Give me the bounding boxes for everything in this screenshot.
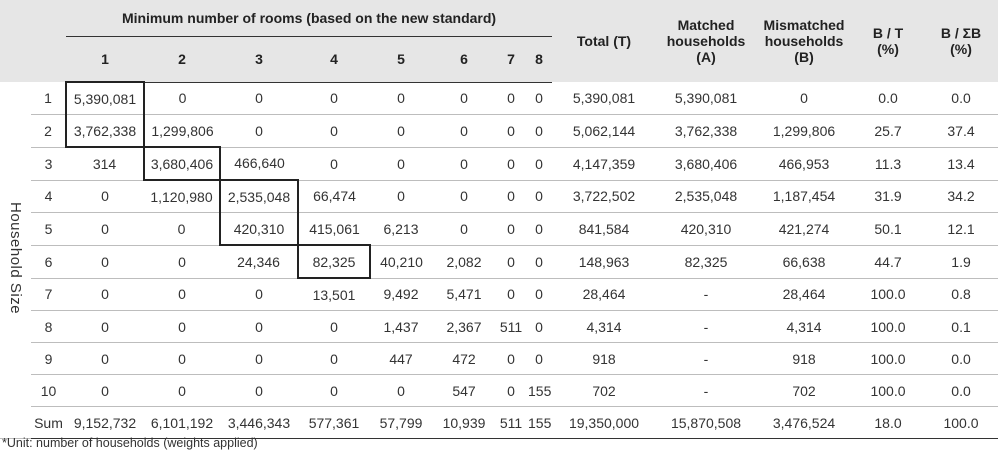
- cell-rooms-6: 2,367: [432, 311, 496, 343]
- table-row: [0, 343, 998, 375]
- cell-mismatched: 4,314: [756, 311, 852, 343]
- household-size-cell: 5: [31, 213, 66, 246]
- cell-total: 5,062,144: [552, 115, 656, 148]
- cell-b-over-sum-b: 0.8: [924, 278, 998, 311]
- header-b-over-t-line1: B / T: [872, 25, 904, 41]
- household-size-cell: 7: [31, 278, 66, 311]
- cell-mismatched: 702: [756, 375, 852, 407]
- cell-rooms-4: 0: [298, 147, 370, 180]
- cell-rooms-1: 0: [66, 343, 144, 375]
- cell-rooms-8: 0: [526, 213, 552, 246]
- cell-rooms-5: 6,213: [370, 213, 432, 246]
- cell-b-over-sum-b: 0.0: [924, 82, 998, 115]
- cell-rooms-3: 3,446,343: [220, 407, 298, 439]
- cell-rooms-6: 2,082: [432, 245, 496, 278]
- header-corner-cell: [0, 0, 31, 82]
- cell-b-over-t: 100.0: [852, 311, 924, 343]
- cell-rooms-8: 0: [526, 245, 552, 278]
- cell-rooms-5: 0: [370, 375, 432, 407]
- header-matched-line2: households: [666, 33, 746, 49]
- household-size-label: Household Size: [7, 202, 24, 315]
- cell-b-over-sum-b: 34.2: [924, 180, 998, 213]
- cell-b-over-t: 11.3: [852, 147, 924, 180]
- cell-rooms-7: 0: [496, 375, 526, 407]
- cell-b-over-sum-b: 0.0: [924, 375, 998, 407]
- cell-rooms-2: 1,120,980: [144, 180, 220, 213]
- household-size-cell: Sum: [31, 407, 66, 439]
- cell-b-over-t: 50.1: [852, 213, 924, 246]
- cell-rooms-4: 577,361: [298, 407, 370, 439]
- cell-rooms-4: 0: [298, 343, 370, 375]
- household-size-cell: 6: [31, 245, 66, 278]
- cell-mismatched: 1,187,454: [756, 180, 852, 213]
- cell-matched: 3,680,406: [656, 147, 756, 180]
- cell-b-over-t: 100.0: [852, 278, 924, 311]
- cell-rooms-1: 3,762,338: [66, 115, 144, 148]
- cell-rooms-5: 0: [370, 82, 432, 115]
- cell-rooms-6: 0: [432, 147, 496, 180]
- cell-total: 5,390,081: [552, 82, 656, 115]
- cell-rooms-3: 0: [220, 115, 298, 148]
- cell-rooms-3: 0: [220, 375, 298, 407]
- cell-rooms-1: 0: [66, 375, 144, 407]
- household-size-cell: 4: [31, 180, 66, 213]
- cell-b-over-sum-b: 0.1: [924, 311, 998, 343]
- cell-rooms-4: 415,061: [298, 213, 370, 246]
- cell-b-over-sum-b: 12.1: [924, 213, 998, 246]
- cell-total: 19,350,000: [552, 407, 656, 439]
- cell-rooms-3: 2,535,048: [220, 180, 298, 213]
- cell-rooms-3: 0: [220, 343, 298, 375]
- cell-rooms-4: 13,501: [298, 278, 370, 311]
- cell-rooms-2: 0: [144, 82, 220, 115]
- cell-rooms-7: 511: [496, 311, 526, 343]
- cell-matched: 15,870,508: [656, 407, 756, 439]
- header-rooms-6: 6: [432, 37, 496, 83]
- cell-rooms-2: 0: [144, 343, 220, 375]
- header-mismatched-line2: households: [764, 33, 844, 49]
- header-b-over-t-line2: (%): [877, 41, 899, 57]
- header-matched-line1: Matched: [677, 17, 735, 33]
- cell-rooms-8: 155: [526, 375, 552, 407]
- cell-total: 841,584: [552, 213, 656, 246]
- header-rooms-5: 5: [370, 37, 432, 83]
- cell-rooms-2: 0: [144, 213, 220, 246]
- cell-rooms-2: 6,101,192: [144, 407, 220, 439]
- header-rooms-3: 3: [220, 37, 298, 83]
- header-corner-cell: [31, 0, 66, 82]
- cell-rooms-7: 0: [496, 82, 526, 115]
- cell-rooms-4: 0: [298, 82, 370, 115]
- cell-rooms-6: 0: [432, 115, 496, 148]
- cell-total: 4,314: [552, 311, 656, 343]
- cell-mismatched: 3,476,524: [756, 407, 852, 439]
- cell-rooms-1: 0: [66, 213, 144, 246]
- cell-total: 148,963: [552, 245, 656, 278]
- cell-rooms-1: 9,152,732: [66, 407, 144, 439]
- cell-rooms-7: 0: [496, 180, 526, 213]
- header-b-over-sum-b: [924, 0, 998, 82]
- cell-b-over-t: 100.0: [852, 343, 924, 375]
- cell-b-over-t: 100.0: [852, 375, 924, 407]
- unit-footnote: *Unit: number of households (weights applied): [2, 436, 258, 450]
- table-row: [0, 213, 998, 246]
- household-size-cell: 1: [31, 82, 66, 115]
- cell-b-over-t: 18.0: [852, 407, 924, 439]
- table-row: [0, 82, 998, 115]
- cell-rooms-3: 24,346: [220, 245, 298, 278]
- cell-rooms-2: 3,680,406: [144, 147, 220, 180]
- cell-rooms-5: 0: [370, 147, 432, 180]
- cell-rooms-8: 0: [526, 278, 552, 311]
- cell-total: 3,722,502: [552, 180, 656, 213]
- header-matched-line3: (A): [696, 49, 716, 65]
- cell-b-over-t: 44.7: [852, 245, 924, 278]
- cell-matched: -: [656, 375, 756, 407]
- cell-rooms-2: 0: [144, 278, 220, 311]
- header-mismatched-line1: Mismatched: [763, 17, 845, 33]
- cell-mismatched: 466,953: [756, 147, 852, 180]
- cell-rooms-1: 0: [66, 278, 144, 311]
- cell-mismatched: 421,274: [756, 213, 852, 246]
- cell-rooms-7: 0: [496, 343, 526, 375]
- cell-total: 4,147,359: [552, 147, 656, 180]
- cell-b-over-sum-b: 37.4: [924, 115, 998, 148]
- cell-rooms-7: 0: [496, 115, 526, 148]
- table-body: [0, 82, 998, 439]
- cell-rooms-8: 0: [526, 115, 552, 148]
- cell-mismatched: 0: [756, 82, 852, 115]
- cell-mismatched: 918: [756, 343, 852, 375]
- cell-rooms-4: 82,325: [298, 245, 370, 278]
- header-total: Total (T): [552, 0, 656, 82]
- cell-rooms-7: 511: [496, 407, 526, 439]
- cell-rooms-8: 0: [526, 311, 552, 343]
- header-rooms-4: 4: [298, 37, 370, 83]
- table-row: [0, 147, 998, 180]
- cell-rooms-2: 1,299,806: [144, 115, 220, 148]
- cell-rooms-6: 0: [432, 180, 496, 213]
- cell-rooms-7: 0: [496, 147, 526, 180]
- cell-total: 28,464: [552, 278, 656, 311]
- household-size-cell: 9: [31, 343, 66, 375]
- cell-mismatched: 1,299,806: [756, 115, 852, 148]
- cell-matched: 420,310: [656, 213, 756, 246]
- table-row: [0, 180, 998, 213]
- header-rooms-1: 1: [66, 37, 144, 83]
- cell-rooms-5: 40,210: [370, 245, 432, 278]
- cell-rooms-1: 0: [66, 180, 144, 213]
- header-group-rooms: Minimum number of rooms (based on the new standard): [66, 0, 552, 37]
- cell-rooms-5: 57,799: [370, 407, 432, 439]
- cell-rooms-4: 66,474: [298, 180, 370, 213]
- household-size-cell: 2: [31, 115, 66, 148]
- cell-rooms-2: 0: [144, 311, 220, 343]
- household-size-axis-label: [0, 82, 31, 439]
- cell-rooms-6: 0: [432, 213, 496, 246]
- header-b-over-sum-b-line1: B / ΣB: [940, 25, 982, 41]
- cell-matched: 5,390,081: [656, 82, 756, 115]
- household-size-cell: 3: [31, 147, 66, 180]
- cell-b-over-t: 0.0: [852, 82, 924, 115]
- cell-rooms-3: 0: [220, 311, 298, 343]
- cell-mismatched: 28,464: [756, 278, 852, 311]
- cell-rooms-5: 0: [370, 180, 432, 213]
- cell-rooms-3: 420,310: [220, 213, 298, 246]
- header-mismatched-line3: (B): [794, 49, 814, 65]
- table-row: [0, 115, 998, 148]
- cell-rooms-2: 0: [144, 375, 220, 407]
- cell-rooms-1: 0: [66, 311, 144, 343]
- cell-matched: 2,535,048: [656, 180, 756, 213]
- cell-rooms-1: 5,390,081: [66, 82, 144, 115]
- cell-rooms-7: 0: [496, 278, 526, 311]
- cell-rooms-7: 0: [496, 213, 526, 246]
- header-matched: [656, 0, 756, 82]
- cell-rooms-5: 9,492: [370, 278, 432, 311]
- cell-b-over-t: 25.7: [852, 115, 924, 148]
- cell-matched: -: [656, 343, 756, 375]
- table-row: [0, 375, 998, 407]
- cell-matched: 82,325: [656, 245, 756, 278]
- cell-rooms-5: 0: [370, 115, 432, 148]
- cell-rooms-6: 10,939: [432, 407, 496, 439]
- cell-b-over-sum-b: 13.4: [924, 147, 998, 180]
- cell-total: 702: [552, 375, 656, 407]
- header-rooms-2: 2: [144, 37, 220, 83]
- cell-matched: 3,762,338: [656, 115, 756, 148]
- table-row: [0, 311, 998, 343]
- cell-rooms-6: 472: [432, 343, 496, 375]
- cell-rooms-8: 0: [526, 180, 552, 213]
- cell-rooms-4: 0: [298, 311, 370, 343]
- cell-rooms-1: 0: [66, 245, 144, 278]
- cell-matched: -: [656, 311, 756, 343]
- cell-rooms-6: 547: [432, 375, 496, 407]
- cell-rooms-8: 0: [526, 343, 552, 375]
- header-mismatched: [756, 0, 852, 82]
- household-size-cell: 10: [31, 375, 66, 407]
- cell-b-over-sum-b: 1.9: [924, 245, 998, 278]
- cell-rooms-7: 0: [496, 245, 526, 278]
- cell-rooms-6: 0: [432, 82, 496, 115]
- table-row: [0, 278, 998, 311]
- cell-b-over-t: 31.9: [852, 180, 924, 213]
- cell-b-over-sum-b: 0.0: [924, 343, 998, 375]
- cell-rooms-3: 466,640: [220, 147, 298, 180]
- cell-rooms-5: 447: [370, 343, 432, 375]
- cell-rooms-3: 0: [220, 278, 298, 311]
- table-row: [0, 245, 998, 278]
- header-b-over-t: [852, 0, 924, 82]
- cell-rooms-8: 0: [526, 82, 552, 115]
- cell-rooms-8: 0: [526, 147, 552, 180]
- cell-rooms-8: 155: [526, 407, 552, 439]
- header-b-over-sum-b-line2: (%): [950, 41, 972, 57]
- cell-rooms-4: 0: [298, 115, 370, 148]
- sum-row: [0, 407, 998, 439]
- header-rooms-8: 8: [526, 37, 552, 83]
- table-header: [0, 0, 998, 82]
- cell-rooms-2: 0: [144, 245, 220, 278]
- cell-matched: -: [656, 278, 756, 311]
- cell-b-over-sum-b: 100.0: [924, 407, 998, 439]
- cell-rooms-6: 5,471: [432, 278, 496, 311]
- household-size-cell: 8: [31, 311, 66, 343]
- cell-rooms-1: 314: [66, 147, 144, 180]
- cell-mismatched: 66,638: [756, 245, 852, 278]
- cell-rooms-4: 0: [298, 375, 370, 407]
- header-rooms-7: 7: [496, 37, 526, 83]
- cell-rooms-5: 1,437: [370, 311, 432, 343]
- cell-rooms-3: 0: [220, 82, 298, 115]
- cell-total: 918: [552, 343, 656, 375]
